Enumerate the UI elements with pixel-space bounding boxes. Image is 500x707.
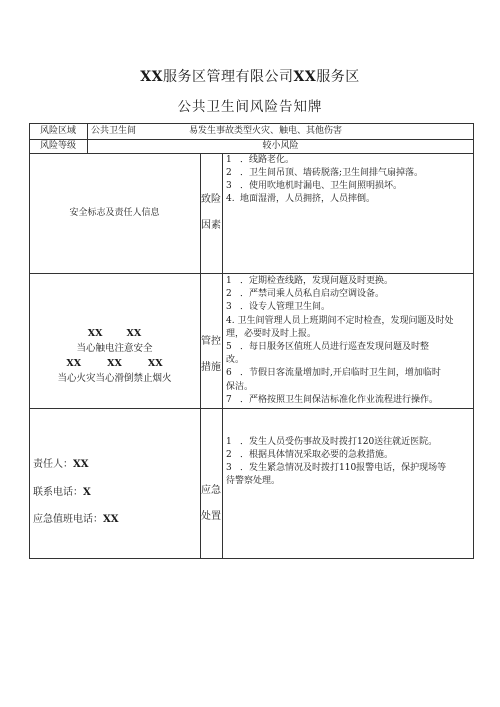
control-line [226,394,472,407]
control-label-line-1: 管控 [201,336,221,347]
emergency-line-text: ．发生人员受伤事故及时拨打120送往就近医院。 [240,437,438,447]
rule-after-controls [29,408,474,409]
risk-notice-table [29,123,474,559]
control-line [226,354,472,367]
emergency-list [226,436,472,488]
control-line [226,275,472,288]
control-line-number: 3 [226,302,232,313]
emergency-line [226,462,472,475]
hazard-item-number: 2 [226,168,232,178]
risk-area-label: 风险区域 [39,126,76,136]
control-line-text: ．节假日客流量增加时,开启临时卫生间，增加临时 [240,368,441,379]
hazard-item-number: 1 [226,155,232,165]
control-line [226,381,472,394]
emergency-label-line-2: 处置 [201,511,221,522]
title-suffix: 服务区 [316,69,360,85]
title-company-code: XX [140,69,163,85]
title-area-code: XX [293,69,317,85]
hazard-item [226,167,472,180]
control-line [226,341,472,354]
hazard-item-number: 3 [226,181,232,191]
hazard-label-line-2: 因素 [201,220,221,231]
control-line [226,315,472,328]
control-line [226,328,472,341]
emergency-line-number: 1 [226,437,232,447]
sign-code: XX [66,358,82,369]
emergency-line [226,475,472,488]
emergency-line-text: ．根据具体情况采取必要的急救措施。 [240,450,394,460]
signs-code-row-2 [29,356,200,371]
duty-phone [33,513,119,526]
risk-level-label: 风险等级 [39,141,76,151]
emergency-line-number: 2 [226,450,232,460]
safety-sign-label: 安全标志及责任人信息 [69,208,160,218]
emergency-line-text: ．发生紧急情况及时拨打110报警电话，保护现场等 [240,463,447,473]
hazard-item [226,154,472,167]
hazard-item-text: ．线路老化。 [240,155,295,165]
hazard-factors-label [200,193,222,232]
document-subtitle: 公共卫生间风险告知牌 [177,99,323,115]
control-line-number: 6 [226,368,232,379]
hazard-item [226,193,472,206]
title-company-name: 服务区管理有限公司 [163,69,294,85]
control-line-text: ．每日服务区值班人员进行巡查发现问题及时整 [240,342,430,353]
emergency-line [226,436,472,449]
contact-label: 联系电话： [33,487,83,498]
risk-area-value: 公共卫生间 [91,126,137,136]
table-border-right [473,123,474,559]
control-line-text: 保洁。 [226,381,254,392]
sign-code: XX [107,358,122,369]
sign-code: XX [147,358,163,369]
emergency-line-text: 待警察处理。 [226,476,281,486]
control-line-text: 理，必要时及时上报。 [226,328,317,339]
control-line-number: 5 [226,342,232,353]
safety-signs-block [29,326,200,386]
signs-text-row-1: 当心触电注意安全 [76,343,153,354]
signs-text-row-2: 当心火灾当心滑倒禁止烟火 [57,373,172,384]
hazard-label-line-1: 致险 [201,194,221,205]
control-line-text: ．严禁司乘人员私自启动空调设备。 [240,289,385,300]
control-line-text: 改。 [226,355,245,366]
control-line-number: 1 [226,276,232,286]
signs-code-row-1 [29,326,200,341]
control-line-text: 4. 卫生间管理人员上班期间不定时检查，发现问题及时处 [226,315,454,326]
risk-area-description: 易发生事故类型火灾、触电、其他伤害 [189,126,343,136]
control-measures-list [226,275,472,407]
control-line [226,288,472,301]
emergency-label-line-1: 应急 [201,485,221,496]
emergency-line [226,449,472,462]
duty-label: 应急值班电话： [33,514,103,525]
control-line-text: ．定期检查线路，发现问题及时更换。 [240,276,394,286]
hazard-item-text: ．使用吹地机时漏电、卫生间照明损坏。 [240,181,403,191]
hazard-item [226,180,472,193]
control-label-line-2: 措施 [201,362,221,373]
control-line-text: ．设专人管理卫生间。 [240,302,331,313]
emergency-label [200,484,222,523]
hazard-list [226,154,472,206]
rule-side-label-right [222,153,223,559]
duty-value: XX [103,514,119,525]
control-line-number: 7 [226,394,232,405]
sign-code: XX [87,328,103,339]
control-line [226,367,472,380]
table-border-bottom [29,558,474,559]
hazard-item-text: ．卫生间吊顶、墙砖脱落;卫生间排气扇掉落。 [240,168,424,178]
document-title [0,66,500,86]
emergency-line-number: 3 [226,463,232,473]
hazard-item-text: 地面湿滑，人员拥挤，人员摔倒。 [240,194,376,204]
control-line [226,301,472,314]
control-line-text: ．严格按照卫生间保洁标准化作业流程进行操作。 [240,394,439,405]
rule-after-hazards [29,273,474,274]
control-measures-label [200,335,222,374]
risk-level-value: 较小风险 [262,141,299,151]
sign-code: XX [126,328,142,339]
contact-phone [33,486,91,499]
table-border-top [29,123,474,124]
responsible-label: 责任人： [33,459,73,470]
responsible-person [33,458,89,471]
hazard-item-number: 4. [226,194,235,204]
responsible-value: XX [73,459,89,470]
contact-value: X [83,487,91,498]
control-line-number: 2 [226,289,232,300]
